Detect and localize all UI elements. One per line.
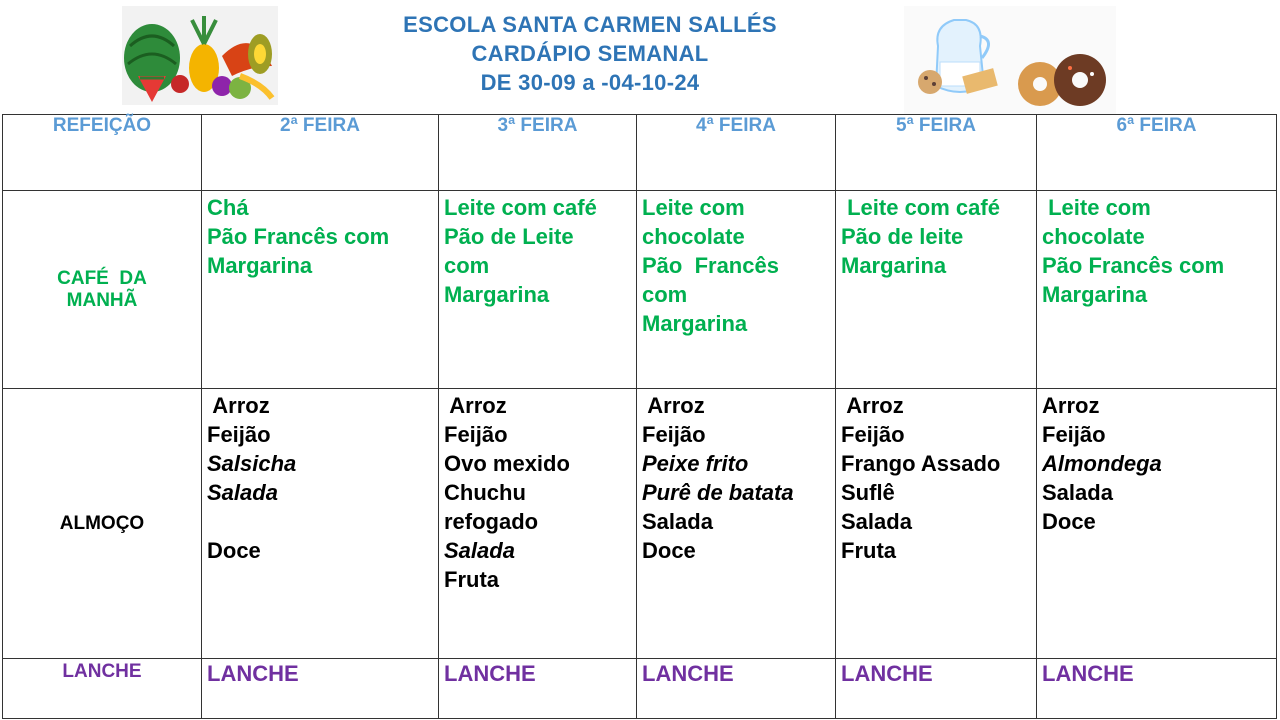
lunch-item: Arroz (642, 393, 705, 418)
breakfast-label-line: CAFÉ DA (57, 267, 147, 289)
lunch-item: Salada (1042, 480, 1113, 505)
lunch-item: Purê de batata (642, 480, 794, 505)
lunch-item: Feijão (841, 422, 905, 447)
column-header-monday: 2ª FEIRA (202, 115, 439, 191)
snack-cell-tuesday (439, 659, 637, 719)
breakfast-item: Pão de Leite (444, 224, 574, 249)
column-header-meal: REFEIÇÃO (3, 115, 202, 191)
breakfast-item: Leite com (1042, 195, 1151, 220)
lunch-item: Fruta (444, 567, 499, 592)
breakfast-item: Margarina (1042, 282, 1148, 307)
lunch-item: Doce (207, 538, 261, 563)
breakfast-label (3, 191, 202, 389)
lunch-item: Fruta (841, 538, 896, 563)
lunch-cell-wednesday (637, 389, 836, 659)
header-row (3, 115, 1277, 191)
lunch-item: Salada (207, 480, 278, 505)
lunch-cell-friday (1037, 389, 1277, 659)
lunch-cell-thursday (836, 389, 1037, 659)
breakfast-cell-friday (1037, 191, 1277, 389)
breakfast-item: chocolate (642, 224, 745, 249)
lunch-item: Doce (1042, 509, 1096, 534)
snack-cell-thursday (836, 659, 1037, 719)
lunch-item: Feijão (207, 422, 271, 447)
breakfast-cell-tuesday (439, 191, 637, 389)
breakfast-item: com (444, 253, 490, 278)
breakfast-cell-thursday (836, 191, 1037, 389)
snack-cell-wednesday (637, 659, 836, 719)
breakfast-item: Margarina (207, 253, 313, 278)
lunch-item: Salada (642, 509, 713, 534)
breakfast-cell-monday (202, 191, 439, 389)
lunch-cell-monday (202, 389, 439, 659)
breakfast-cell-wednesday (637, 191, 836, 389)
fruits-illustration (122, 6, 278, 105)
snack-item: LANCHE (1042, 661, 1134, 686)
lunch-item: Arroz (207, 393, 270, 418)
breakfast-item: Pão de leite (841, 224, 964, 249)
snack-item: LANCHE (841, 661, 933, 686)
lunch-item: Salada (841, 509, 912, 534)
breakfast-item: Pão Francês (642, 253, 779, 278)
breakfast-label-line: MANHÃ (66, 289, 138, 311)
breakfast-item: Pão Francês com (1042, 253, 1225, 278)
breakfast-item: Margarina (642, 311, 748, 336)
lunch-label: ALMOÇO (3, 389, 202, 659)
lunch-item: Ovo mexido (444, 451, 570, 476)
snack-label: LANCHE (3, 659, 202, 719)
breakfast-row (3, 191, 1277, 389)
snack-row (3, 659, 1277, 719)
lunch-item: Chuchu (444, 480, 526, 505)
lunch-item (207, 507, 438, 536)
breakfast-item: Chá (207, 195, 249, 220)
lunch-item: Salada (444, 538, 515, 563)
lunch-row (3, 389, 1277, 659)
snack-item: LANCHE (444, 661, 536, 686)
breakfast-item: Margarina (841, 253, 947, 278)
lunch-item: Arroz (444, 393, 507, 418)
column-header-thursday: 5ª FEIRA (836, 115, 1037, 191)
lunch-item: Frango Assado (841, 451, 1001, 476)
breakfast-item: Leite com (642, 195, 745, 220)
snack-cell-friday (1037, 659, 1277, 719)
column-header-wednesday: 4ª FEIRA (637, 115, 836, 191)
title-dates: DE 30-09 a -04-10-24 (480, 70, 700, 95)
lunch-item: Suflê (841, 480, 895, 505)
snack-cell-monday (202, 659, 439, 719)
snack-item: LANCHE (642, 661, 734, 686)
weekly-menu-table (2, 114, 1277, 719)
title-menu: CARDÁPIO SEMANAL (471, 41, 709, 66)
column-header-tuesday: 3ª FEIRA (439, 115, 637, 191)
lunch-item: Arroz (1042, 393, 1100, 418)
lunch-item: refogado (444, 509, 539, 534)
lunch-item: Feijão (444, 422, 508, 447)
lunch-item: Feijão (642, 422, 706, 447)
breakfast-item: com (642, 282, 688, 307)
breakfast-item: Pão Francês com (207, 224, 390, 249)
breakfast-item: Leite com café (444, 195, 597, 220)
lunch-item: Salsicha (207, 451, 297, 476)
breakfast-illustration (904, 6, 1116, 114)
lunch-item: Peixe frito (642, 451, 749, 476)
breakfast-item: Margarina (444, 282, 550, 307)
snack-item: LANCHE (207, 661, 299, 686)
column-header-friday: 6ª FEIRA (1037, 115, 1277, 191)
title-school: ESCOLA SANTA CARMEN SALLÉS (403, 12, 777, 37)
breakfast-item: chocolate (1042, 224, 1145, 249)
lunch-item: Almondega (1042, 451, 1162, 476)
breakfast-item: Leite com café (841, 195, 1000, 220)
lunch-item: Arroz (841, 393, 904, 418)
lunch-item: Doce (642, 538, 696, 563)
page-title (340, 10, 840, 97)
lunch-cell-tuesday (439, 389, 637, 659)
lunch-item: Feijão (1042, 422, 1106, 447)
